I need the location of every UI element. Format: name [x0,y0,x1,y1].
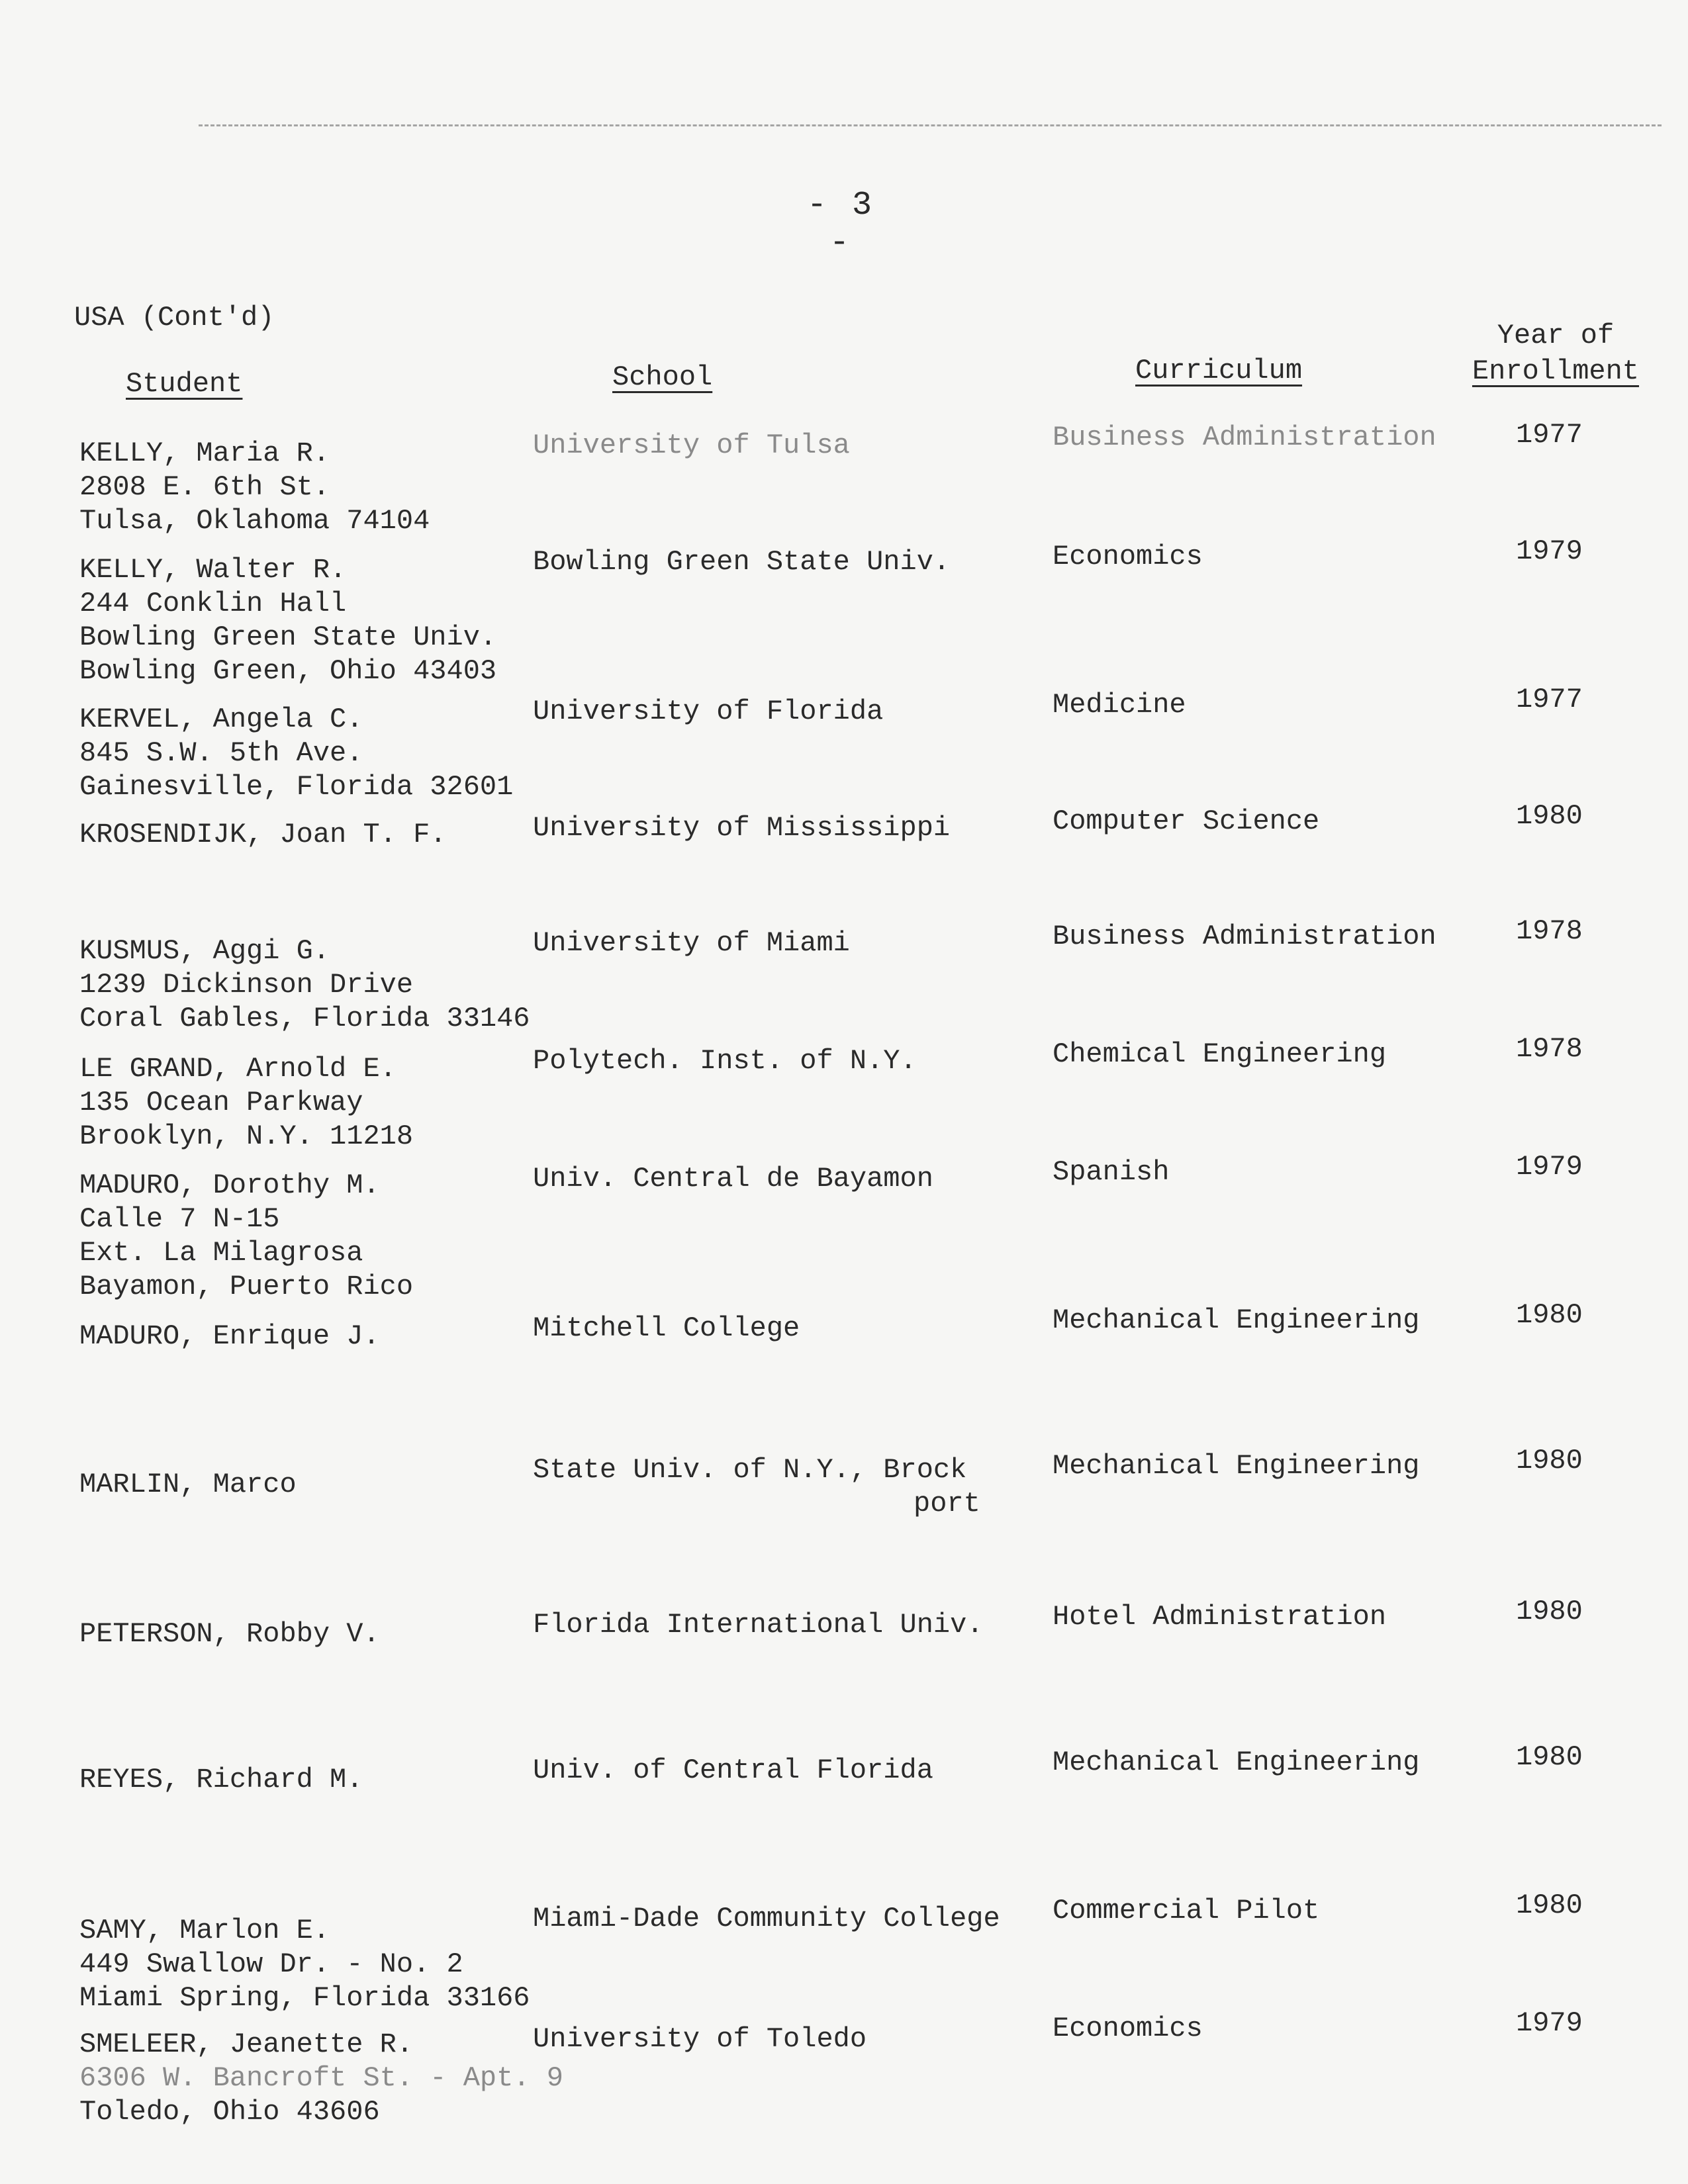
row-year: 1978 [1516,1033,1583,1065]
row-curriculum: Medicine [1053,689,1186,721]
row-school: Mitchell College [533,1312,800,1344]
row-student [79,1169,413,1304]
student-address-line: Bowling Green State Univ. [79,621,497,653]
student-address-line: 6306 W. Bancroft St. - Apt. 9 [79,2062,563,2094]
row-student [79,1914,530,2015]
row-school: University of Miami [533,927,850,959]
row-curriculum: Computer Science [1053,805,1320,837]
row-curriculum: Spanish [1053,1156,1170,1188]
student-name: LE GRAND, Arnold E. [79,1053,397,1085]
row-student [79,1468,297,1502]
row-year: 1977 [1516,419,1583,451]
student-name: PETERSON, Robby V. [79,1618,380,1650]
row-year: 1980 [1516,1299,1583,1331]
row-student [79,2028,563,2129]
row-student [79,818,447,852]
row-school: Polytech. Inst. of N.Y. [533,1045,917,1077]
student-address-line: Brooklyn, N.Y. 11218 [79,1120,414,1152]
row-curriculum: Hotel Administration [1053,1601,1387,1633]
student-address-line: 135 Ocean Parkway [79,1087,363,1118]
row-school: Univ. Central de Bayamon [533,1163,933,1195]
student-address-line: Toledo, Ohio 43606 [79,2096,380,2128]
student-name: KROSENDIJK, Joan T. F. [79,819,447,850]
student-address-line: 2808 E. 6th St. [79,471,330,503]
row-student [79,703,513,804]
student-name: MARLIN, Marco [79,1469,297,1500]
row-school: University of Toledo [533,2023,867,2055]
row-year: 1980 [1516,800,1583,832]
header-student: Student [126,368,243,400]
row-student [79,553,496,688]
row-curriculum: Business Administration [1053,422,1436,453]
student-address-line: 1239 Dickinson Drive [79,969,414,1001]
row-school: University of Tulsa [533,430,850,461]
row-curriculum: Mechanical Engineering [1053,1450,1420,1482]
student-address-line: 244 Conklin Hall [79,588,347,619]
header-year-line1: Year of [1497,320,1615,351]
row-school: Florida International Univ. [533,1609,984,1641]
student-address-line: 449 Swallow Dr. - No. 2 [79,1948,463,1980]
row-year: 1977 [1516,684,1583,715]
row-student [79,1763,363,1797]
top-rule [199,124,1662,126]
header-year-line2: Enrollment [1472,355,1640,387]
row-year: 1979 [1516,2007,1583,2039]
student-name: MADURO, Enrique J. [79,1320,380,1352]
row-student [79,1617,380,1651]
section-label: USA (Cont'd) [74,302,275,334]
student-address-line: Ext. La Milagrosa [79,1237,363,1269]
header-curriculum: Curriculum [1135,355,1303,387]
row-year: 1979 [1516,535,1583,567]
header-year-of-enrollment [1466,318,1645,389]
row-curriculum: Business Administration [1053,921,1436,952]
row-school: Bowling Green State Univ. [533,546,951,578]
page-number: - 3 - [806,187,874,262]
student-name: KERVEL, Angela C. [79,704,363,735]
row-school: Miami-Dade Community College [533,1903,1000,1934]
row-school: University of Mississippi [533,812,951,844]
row-curriculum: Economics [1053,541,1203,572]
student-address-line: Tulsa, Oklahoma 74104 [79,505,430,537]
student-name: MADURO, Dorothy M. [79,1169,380,1201]
school-name-continued: port [914,1488,980,1520]
student-address-line: Bayamon, Puerto Rico [79,1271,414,1302]
row-school [533,1453,980,1521]
row-curriculum: Mechanical Engineering [1053,1747,1420,1778]
row-student [79,437,430,538]
row-year: 1980 [1516,1741,1583,1773]
student-address-line: Miami Spring, Florida 33166 [79,1982,530,2014]
row-year: 1980 [1516,1445,1583,1477]
student-name: SAMY, Marlon E. [79,1915,330,1946]
row-student [79,1320,380,1353]
row-student [79,1052,413,1154]
student-address-line: 845 S.W. 5th Ave. [79,737,363,769]
row-school: University of Florida [533,696,884,727]
row-curriculum: Economics [1053,2013,1203,2044]
student-address-line: Coral Gables, Florida 33146 [79,1003,530,1034]
student-address-line: Calle 7 N-15 [79,1203,280,1235]
row-curriculum: Mechanical Engineering [1053,1304,1420,1336]
header-school: School [612,361,713,393]
row-student [79,934,530,1036]
row-curriculum: Commercial Pilot [1053,1895,1320,1927]
student-address-line: Bowling Green, Ohio 43403 [79,655,497,687]
student-name: KELLY, Maria R. [79,437,330,469]
row-school: Univ. of Central Florida [533,1754,933,1786]
student-name: SMELEER, Jeanette R. [79,2028,414,2060]
row-year: 1980 [1516,1596,1583,1627]
school-name: State Univ. of N.Y., Brock [533,1454,967,1486]
student-name: KUSMUS, Aggi G. [79,935,330,967]
student-address-line: Gainesville, Florida 32601 [79,771,514,803]
row-year: 1980 [1516,1889,1583,1921]
row-curriculum: Chemical Engineering [1053,1038,1387,1070]
row-year: 1978 [1516,915,1583,947]
student-name: KELLY, Walter R. [79,554,347,586]
row-year: 1979 [1516,1151,1583,1183]
student-name: REYES, Richard M. [79,1764,363,1796]
